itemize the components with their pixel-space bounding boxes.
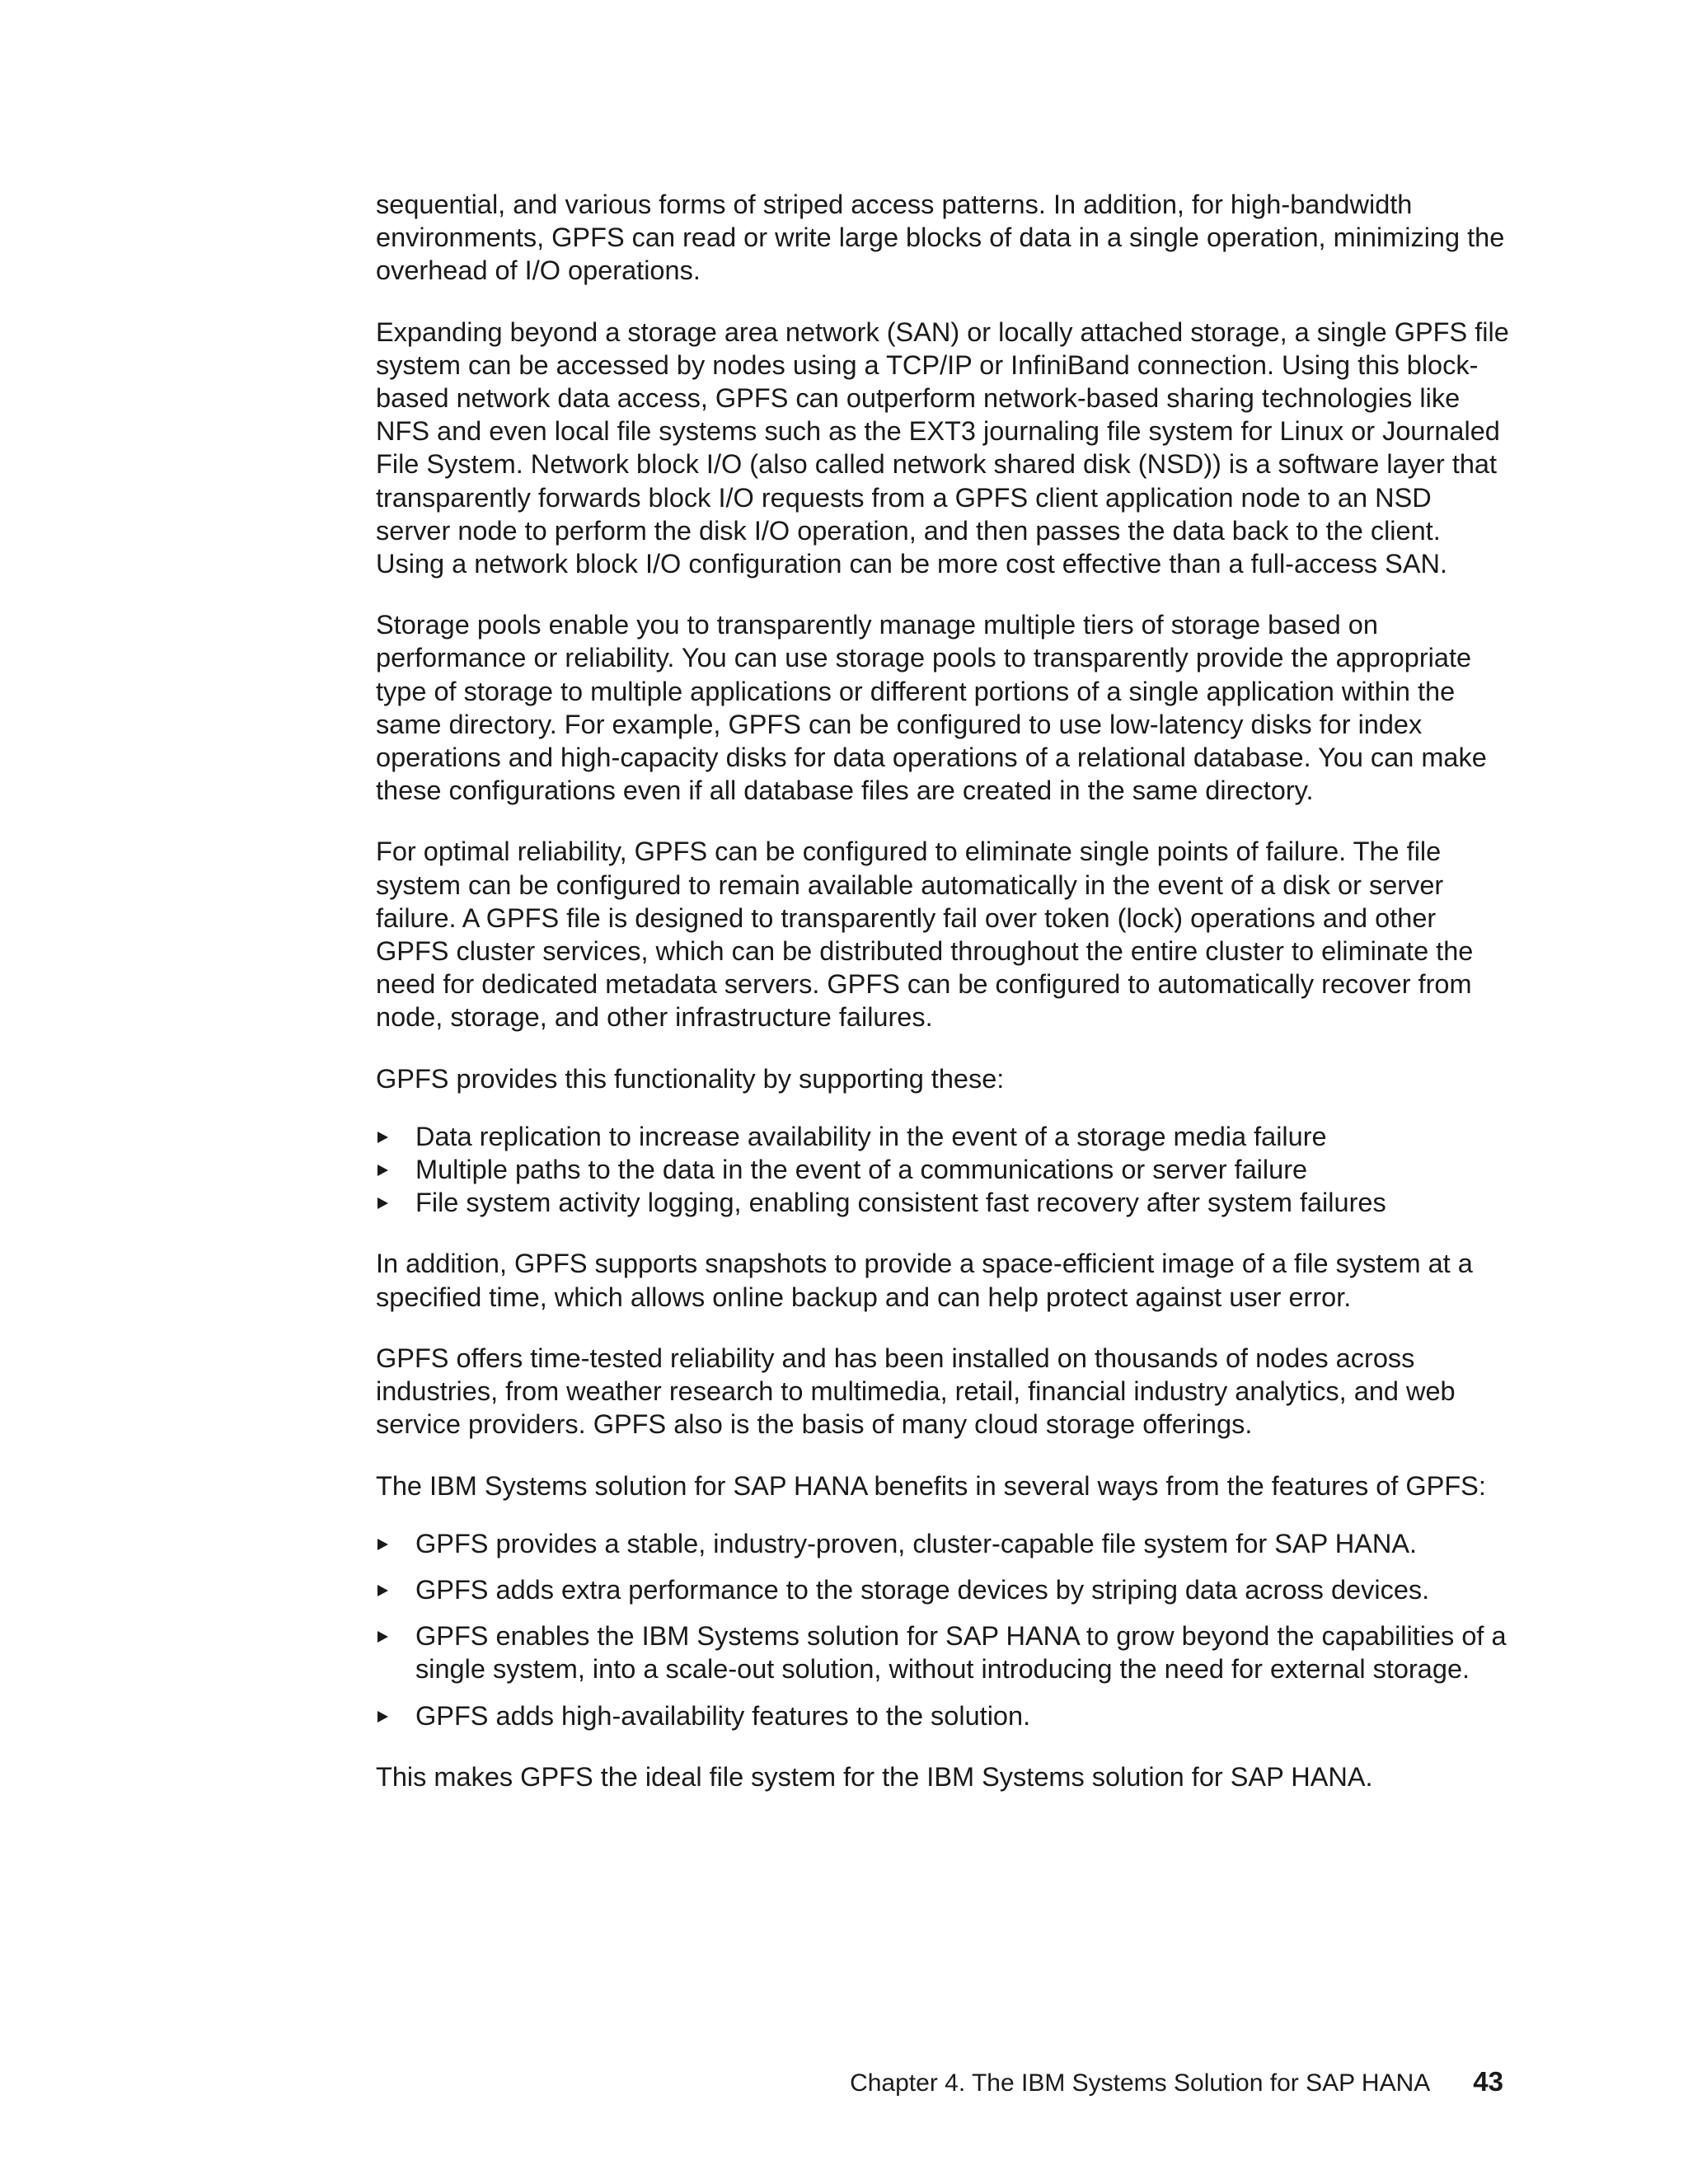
- paragraph-storage-pools: Storage pools enable you to transparently manage multiple tiers of storage based on performance or reliability. You can use storage pools to transparently provide the appropriate type of storage to multiple applications or different portions of a single application within the same directory. For example, GPFS can be configured to use low-latency disks for index operations and high-capacity disks for data operations of a relational database. You can make these configurations even if all database files are created in the same directory.: [376, 610, 1487, 806]
- bullet-triangle-icon: [377, 1197, 388, 1209]
- footer-chapter-title: Chapter 4. The IBM Systems Solution for SAP HANA: [850, 2069, 1431, 2097]
- functionality-list: [376, 1120, 1513, 1220]
- paragraph-striped-access: sequential, and various forms of striped access patterns. In addition, for high-bandwidth environments, GPFS can read or write large blocks of data in a single operation, minimizing the overhead of I/O operations.: [376, 190, 1505, 286]
- paragraph-reliability: For optimal reliability, GPFS can be configured to eliminate single points of failure. The file system can be configured to remain available automatically in the event of a disk or server failure. A GPFS file is designed to transparently fail over token (lock) operations and other GPFS cluster services, which can be distributed throughout the entire cluster to eliminate the need for dedicated metadata servers. GPFS can be configured to automatically recover from node, storage, and other infrastructure failures.: [376, 837, 1474, 1033]
- paragraph-snapshots: In addition, GPFS supports snapshots to provide a space-efficient image of a file system at a specified time, which allows online backup and can help protect against user error.: [376, 1249, 1473, 1312]
- paragraph-functionality-intro: GPFS provides this functionality by supporting these:: [376, 1063, 1005, 1094]
- list-item-text: Multiple paths to the data in the event of a communications or server failure: [415, 1155, 1308, 1185]
- paragraph-benefits-text: The IBM Systems solution for SAP HANA benefits in several ways from the features of GPFS:: [376, 1470, 1486, 1501]
- page-number: 43: [1473, 2066, 1503, 2097]
- benefits-list: [376, 1527, 1513, 1732]
- bullet-triangle-icon: [377, 1585, 388, 1596]
- list-item: [376, 1120, 1513, 1153]
- bullet-triangle-icon: [377, 1132, 388, 1143]
- bullet-triangle-icon: [377, 1711, 388, 1722]
- list-item-text: GPFS adds extra performance to the storage devices by striping data across devices.: [415, 1574, 1430, 1605]
- body-text: [376, 188, 1513, 1821]
- list-item: [376, 1153, 1513, 1186]
- paragraph-closing: This makes GPFS the ideal file system for the IBM Systems solution for SAP HANA.: [376, 1761, 1373, 1792]
- list-item-text: File system activity logging, enabling consistent fast recovery after system failures: [415, 1188, 1386, 1218]
- list-item: [376, 1573, 1513, 1606]
- bullet-triangle-icon: [377, 1165, 388, 1176]
- paragraph-benefits-intro: [376, 1469, 1513, 1502]
- list-item: [376, 1619, 1513, 1685]
- paragraph-time-tested: GPFS offers time-tested reliability and has been installed on thousands of nodes across industries, from weather research to multimedia, retail, financial industry analytics, and web service providers. GPFS also is the basis of many cloud storage offerings.: [376, 1343, 1456, 1440]
- page-footer: [850, 2065, 1503, 2100]
- list-item: [376, 1699, 1513, 1732]
- list-item-text: GPFS provides a stable, industry-proven, cluster-capable file system for SAP HANA.: [415, 1528, 1418, 1558]
- paragraph-network-access: Expanding beyond a storage area network (SAN) or locally attached storage, a single GPFS file system can be accessed by nodes using a TCP/IP or InfiniBand connection. Using this block-based network data access, GPFS can outperform network-based sharing technologies like NFS and even local file systems such as the EXT3 journaling file system for Linux or Journaled File System. Network block I/O (also called network shared disk (NSD)) is a software layer that transparently forwards block I/O requests from a GPFS client application node to an NSD server node to perform the disk I/O operation, and then passes the data back to the client. Using a network block I/O configuration can be more cost effective than a full-access SAN.: [376, 316, 1509, 579]
- list-item-text: GPFS enables the IBM Systems solution for SAP HANA to grow beyond the capabilities of a single system, into a scale-out solution, without introducing the need for external storage.: [415, 1621, 1507, 1685]
- list-item: [376, 1527, 1513, 1560]
- list-item-text: Data replication to increase availability in the event of a storage media failure: [415, 1121, 1327, 1151]
- bullet-triangle-icon: [377, 1539, 388, 1550]
- list-item-text: GPFS adds high-availability features to the solution.: [415, 1700, 1031, 1731]
- bullet-triangle-icon: [377, 1631, 388, 1643]
- list-item: [376, 1186, 1513, 1219]
